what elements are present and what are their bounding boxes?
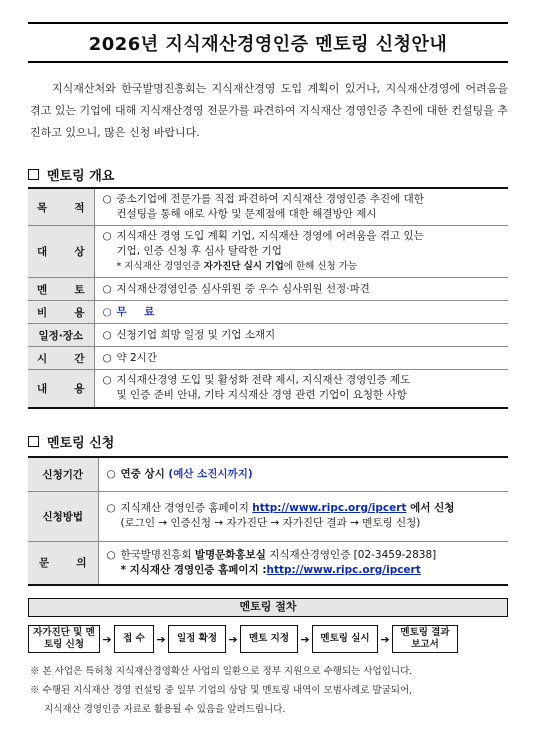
- label-char: 비: [37, 306, 48, 319]
- circle-bullet-icon: ○: [102, 328, 112, 341]
- label-char: 적: [74, 201, 85, 214]
- overview-heading: [28, 165, 114, 184]
- row-label: 신청기간: [28, 457, 98, 491]
- row-value: ○ 연중 상시 (예산 소진시까지): [98, 457, 508, 491]
- circle-bullet-icon: ○: [102, 230, 112, 242]
- row-label: [28, 541, 98, 585]
- row-value: ○ 약 2시간: [94, 347, 508, 370]
- label-char: 시: [37, 352, 48, 365]
- label-text: 일정·장소: [38, 329, 84, 342]
- row-value: ○ 지식재산 경영인증 홈페이지 http://www.ripc.org/ipcert 에서 신청 (로그인 → 인증신청 → 자가진단 → 자가진단 결과 → 멘토링 신청): [98, 491, 508, 541]
- table-row: [28, 370, 508, 408]
- label-char: 목: [37, 201, 48, 214]
- intro-paragraph: 지식재산처와 한국발명진흥회는 지식재산경영 도입 계획이 있거나, 지식재산경영에 어려움을 겪고 있는 기업에 대해 지식재산경영 전문가를 파견하여 지식재산 경영인증 추진에 대한 컨설팅을 추진하고 있으니, 많은 신청 바랍니다.: [30, 82, 508, 139]
- label-char: 문: [39, 557, 50, 570]
- circle-bullet-icon: ○: [102, 282, 112, 295]
- target-note: * 지식재산 경영인증 자가진단 실시 기업에 한해 신청 가능: [116, 261, 358, 272]
- step-schedule: 일정 확정: [168, 625, 226, 653]
- row-value: ○ 신청기업 희망 일정 및 기업 소재지: [94, 324, 508, 347]
- circle-bullet-icon: ○: [106, 548, 116, 561]
- row-label: [28, 188, 94, 226]
- right-arrow-icon: ➔: [228, 632, 238, 646]
- footnote-3: 지식재산 경영인증 자료로 활용될 수 있음을 알려드립니다.: [44, 704, 286, 715]
- square-bullet-icon: [28, 436, 39, 447]
- circle-bullet-icon: ○: [106, 502, 116, 514]
- row-label: [28, 324, 94, 347]
- row-label: [28, 370, 94, 408]
- procedure-steps: [28, 624, 508, 654]
- right-arrow-icon: ➔: [380, 632, 390, 646]
- title-box: [28, 22, 508, 63]
- table-row: [28, 491, 508, 541]
- table-row: [28, 278, 508, 301]
- row-label: [28, 347, 94, 370]
- step-self-diagnosis: 자가진단 및 멘토링 신청: [28, 625, 100, 653]
- apply-table: [28, 456, 508, 586]
- row-label: [28, 226, 94, 278]
- row-value: ○ 지식재산경영 도입 및 활성화 전략 제시, 지식재산 경영인증 제도 및 인증 준비 안내, 기타 지식재산 경영 관련 기업이 요청한 사항: [94, 370, 508, 408]
- square-bullet-icon: [28, 169, 39, 180]
- row-value: ○ 중소기업에 전문가를 직접 파견하여 지식재산 경영인증 추진에 대한 컨설팅을 통해 애로 사항 및 문제점에 대한 해결방안 제시: [94, 188, 508, 226]
- footnote-2: ※ 수행된 지식재산 경영 컨설팅 중 일부 기업의 상담 및 멘토링 내역이 모범사례로 발굴되어,: [30, 685, 413, 696]
- step-mentoring: 멘토링 실시: [312, 625, 378, 653]
- row-label: [28, 278, 94, 301]
- label-char: 용: [74, 306, 85, 319]
- homepage-link[interactable]: http://www.ripc.org/ipcert: [266, 563, 421, 576]
- circle-bullet-icon: ○: [102, 193, 112, 205]
- table-row: [28, 324, 508, 347]
- table-row: [28, 347, 508, 370]
- apply-heading: [28, 432, 114, 451]
- right-arrow-icon: ➔: [102, 632, 112, 646]
- footnote-1: ※ 본 사업은 특허청 지식재산경영확산 사업의 일환으로 정부 지원으로 수행되는 사업입니다.: [30, 666, 413, 677]
- row-value: ○ 한국발명진흥회 발명문화홍보실 지식재산경영인증 [02-3459-2838] * 지식재산 경영인증 홈페이지 : http://www.ripc.org/ipcert: [98, 541, 508, 585]
- circle-bullet-icon: ○: [102, 374, 112, 387]
- row-value: ○ 지식재산 경영 도입 계획 기업, 지식재산 경영에 어려움을 겪고 있는 기업, 인증 신청 후 심사 탈락한 기업 * 지식재산 경영인증 자가진단 실시 기업에 한해 신청 가능: [94, 226, 508, 278]
- table-row: [28, 457, 508, 491]
- right-arrow-icon: ➔: [156, 632, 166, 646]
- row-value: ○ 무 료: [94, 301, 508, 324]
- apply-heading-text: 멘토링 신청: [47, 436, 115, 451]
- page-title: 2026년 지식재산경영인증 멘토링 신청안내: [88, 33, 448, 55]
- row-value: ○ 지식재산경영인증 심사위원 중 우수 심사위원 선정·파견: [94, 278, 508, 301]
- label-char: 멘: [37, 283, 48, 296]
- label-char: 용: [74, 382, 85, 395]
- label-char: 의: [76, 557, 87, 570]
- ipcert-link[interactable]: http://www.ripc.org/ipcert: [252, 502, 407, 514]
- label-char: 토: [74, 283, 85, 296]
- table-row: [28, 188, 508, 226]
- circle-bullet-icon: ○: [102, 351, 112, 364]
- step-report: 멘토링 결과 보고서: [392, 625, 458, 653]
- label-char: 간: [74, 352, 85, 365]
- circle-bullet-icon: ○: [106, 467, 116, 480]
- label-char: 상: [74, 246, 85, 258]
- right-arrow-icon: ➔: [300, 632, 310, 646]
- circle-bullet-icon: ○: [102, 305, 112, 318]
- table-row: [28, 226, 508, 278]
- row-label: [28, 301, 94, 324]
- label-char: 대: [37, 246, 48, 258]
- label-char: 내: [37, 382, 48, 395]
- step-receipt: 접 수: [114, 625, 154, 653]
- table-row: [28, 301, 508, 324]
- procedure-title: 멘토링 절차: [28, 598, 508, 617]
- step-mentor-assign: 멘토 지정: [240, 625, 298, 653]
- overview-table: [28, 187, 508, 409]
- table-row: [28, 541, 508, 585]
- row-label: 신청방법: [28, 491, 98, 541]
- overview-heading-text: 멘토링 개요: [47, 169, 115, 184]
